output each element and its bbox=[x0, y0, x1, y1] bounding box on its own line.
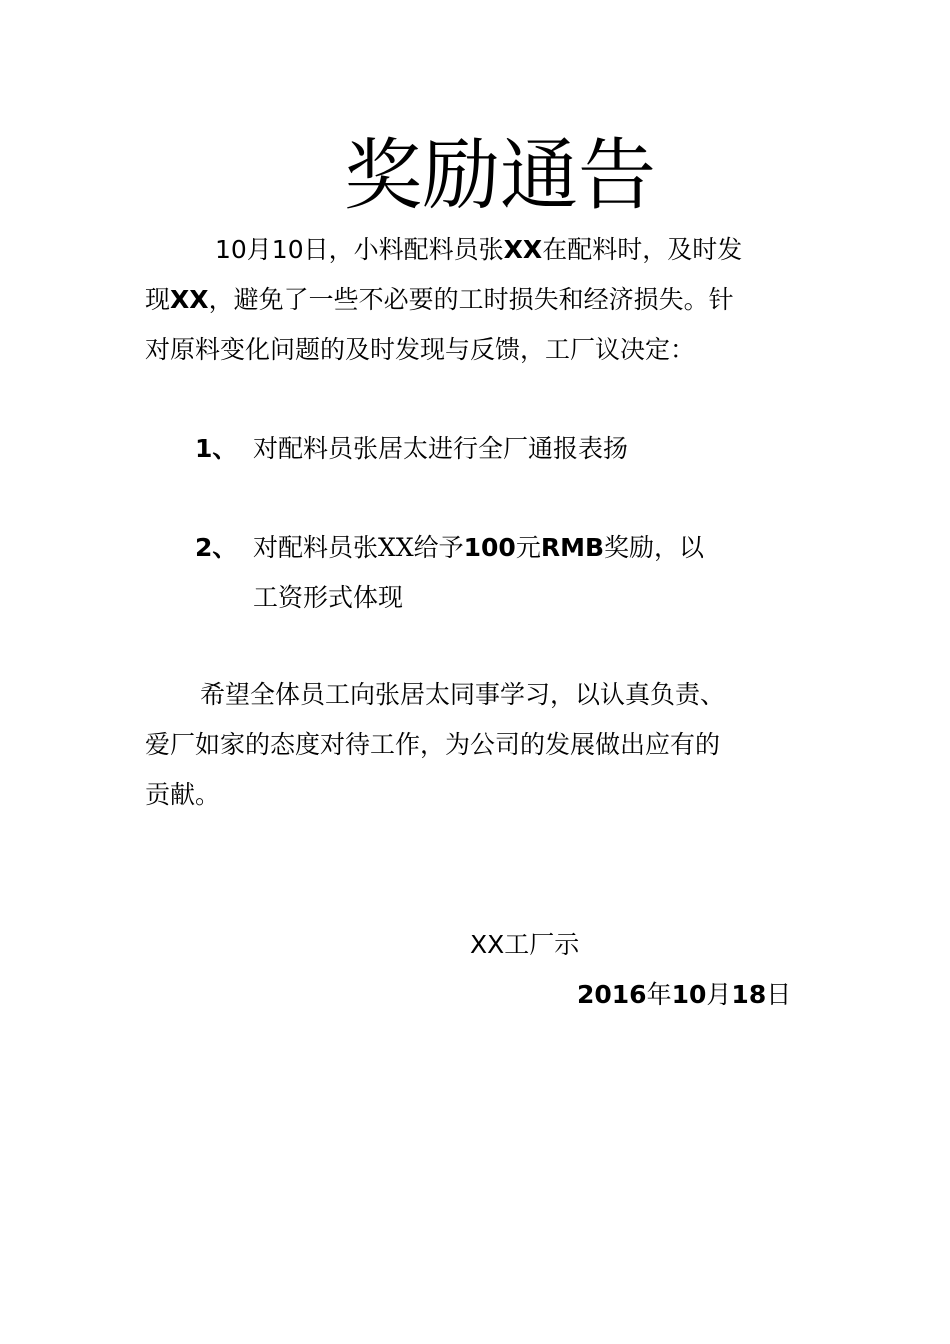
date-unit: 月 bbox=[706, 980, 732, 1009]
intro-text: 现 bbox=[145, 285, 171, 314]
date-year: 2016 bbox=[577, 980, 647, 1009]
item-text bbox=[253, 533, 704, 562]
decision-item-2 bbox=[195, 523, 825, 623]
item-text-part: 奖励，以 bbox=[604, 533, 705, 562]
item-number: 2、 bbox=[195, 533, 238, 562]
intro-text: ，避免了一些不必要的工时损失和经济损失。针 bbox=[208, 285, 734, 314]
intro-item-placeholder: XX bbox=[170, 285, 209, 314]
item-text: 对配料员张居太进行全厂通报表扬 bbox=[253, 434, 629, 463]
intro-line-1 bbox=[145, 225, 815, 275]
date-month: 10 bbox=[671, 980, 707, 1009]
decision-item-1 bbox=[195, 424, 825, 474]
closing-paragraph bbox=[145, 670, 815, 820]
closing-line-3: 贡献。 bbox=[145, 780, 221, 809]
item-text-part: 对配料员张 bbox=[253, 533, 379, 562]
document-title: 奖励通告 bbox=[343, 131, 656, 221]
signature-issuer: XX工厂示 bbox=[470, 930, 580, 959]
date-day: 18 bbox=[731, 980, 767, 1009]
item-text-line-2: 工资形式体现 bbox=[253, 583, 404, 612]
intro-text: 在配料时，及时发 bbox=[542, 235, 743, 264]
closing-line-2: 爱厂如家的态度对待工作，为公司的发展做出应有的 bbox=[145, 730, 721, 759]
date-unit: 年 bbox=[646, 980, 672, 1009]
date-unit: 日 bbox=[766, 980, 792, 1009]
signature-date bbox=[577, 970, 791, 1020]
item-text-part: 给予 bbox=[413, 533, 464, 562]
intro-text: 10月10日，小料配料员张 bbox=[215, 235, 504, 264]
reward-currency: RMB bbox=[540, 533, 605, 562]
closing-line-1: 希望全体员工向张居太同事学习，以认真负责、 bbox=[200, 680, 726, 709]
reward-amount: 100 bbox=[463, 533, 516, 562]
intro-name-placeholder: XX bbox=[503, 235, 543, 264]
item-text-part: 元 bbox=[515, 533, 541, 562]
item-name-placeholder: XX bbox=[378, 533, 414, 562]
intro-line-2 bbox=[145, 275, 815, 325]
intro-paragraph bbox=[145, 225, 815, 375]
intro-line-3: 对原料变化问题的及时发现与反馈，工厂议决定： bbox=[145, 335, 696, 364]
item-number: 1、 bbox=[195, 434, 238, 463]
